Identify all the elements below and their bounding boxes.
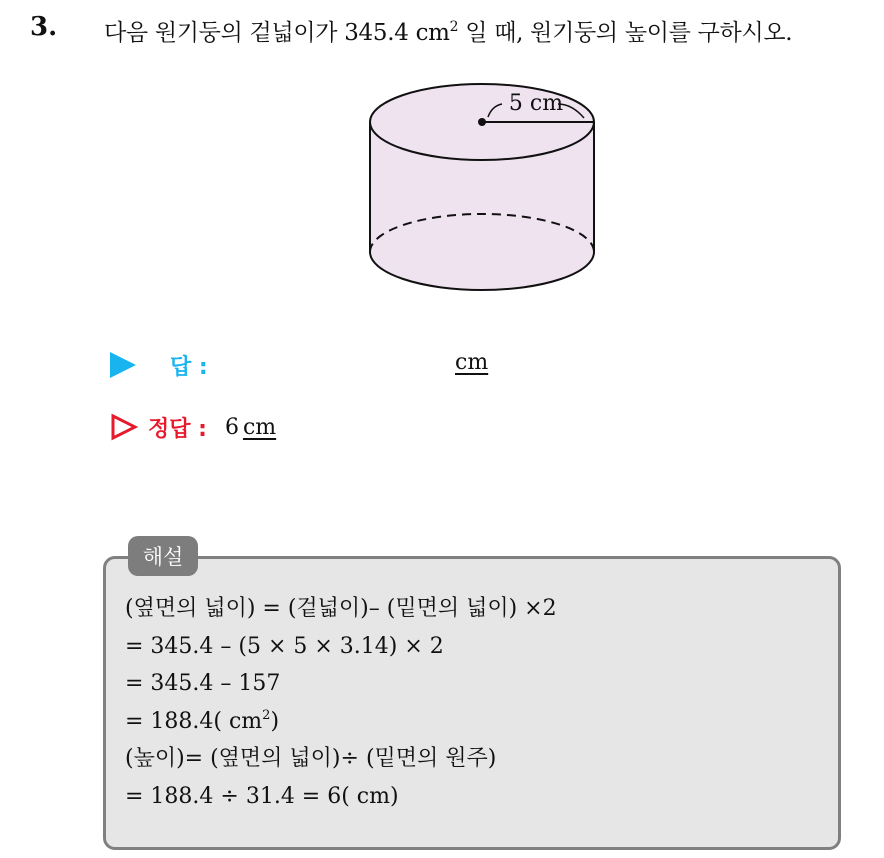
solution-lines [125, 590, 557, 815]
question-text [104, 14, 792, 47]
answer-label: 답 : [170, 354, 208, 380]
solution-line-2: = 345.4 – (5 × 5 × 3.14) × 2 [125, 633, 444, 659]
question-number: 3. [30, 12, 58, 42]
correct-label: 정답 : [148, 416, 207, 442]
triangle-bullet-icon [110, 352, 136, 378]
solution-line-4 [125, 703, 557, 741]
correct-value: 6 [224, 414, 239, 440]
solution-line-3: = 345.4 – 157 [125, 671, 281, 696]
question-text-part2: 일 때, 원기둥의 높이를 구하시오. [458, 20, 793, 46]
correct-row [110, 410, 276, 444]
solution-tab: 해설 [128, 536, 198, 576]
solution-line-4-main: = 188.4( cm [125, 708, 263, 734]
solution-line-4-sup: 2 [262, 707, 271, 723]
solution-line-6: = 188.4 ÷ 31.4 = 6( cm) [125, 783, 399, 809]
solution-line-5: (높이)= (옆면의 넓이)÷ (밑면의 원주) [125, 746, 497, 771]
question-superscript: 2 [449, 19, 459, 35]
solution-line-4-end: ) [270, 708, 280, 734]
radius-label: 5 cm [508, 91, 564, 116]
cylinder-figure [360, 80, 610, 305]
question-text-part1: 다음 원기둥의 겉넓이가 345.4 cm [104, 20, 450, 46]
answer-unit: cm [455, 350, 489, 375]
solution-line-1: (옆면의 넓이) = (겉넓이)– (밑면의 넓이) ×2 [125, 596, 557, 621]
correct-unit: cm [242, 414, 277, 440]
answer-row [110, 348, 489, 382]
triangle-outline-icon [110, 413, 138, 441]
